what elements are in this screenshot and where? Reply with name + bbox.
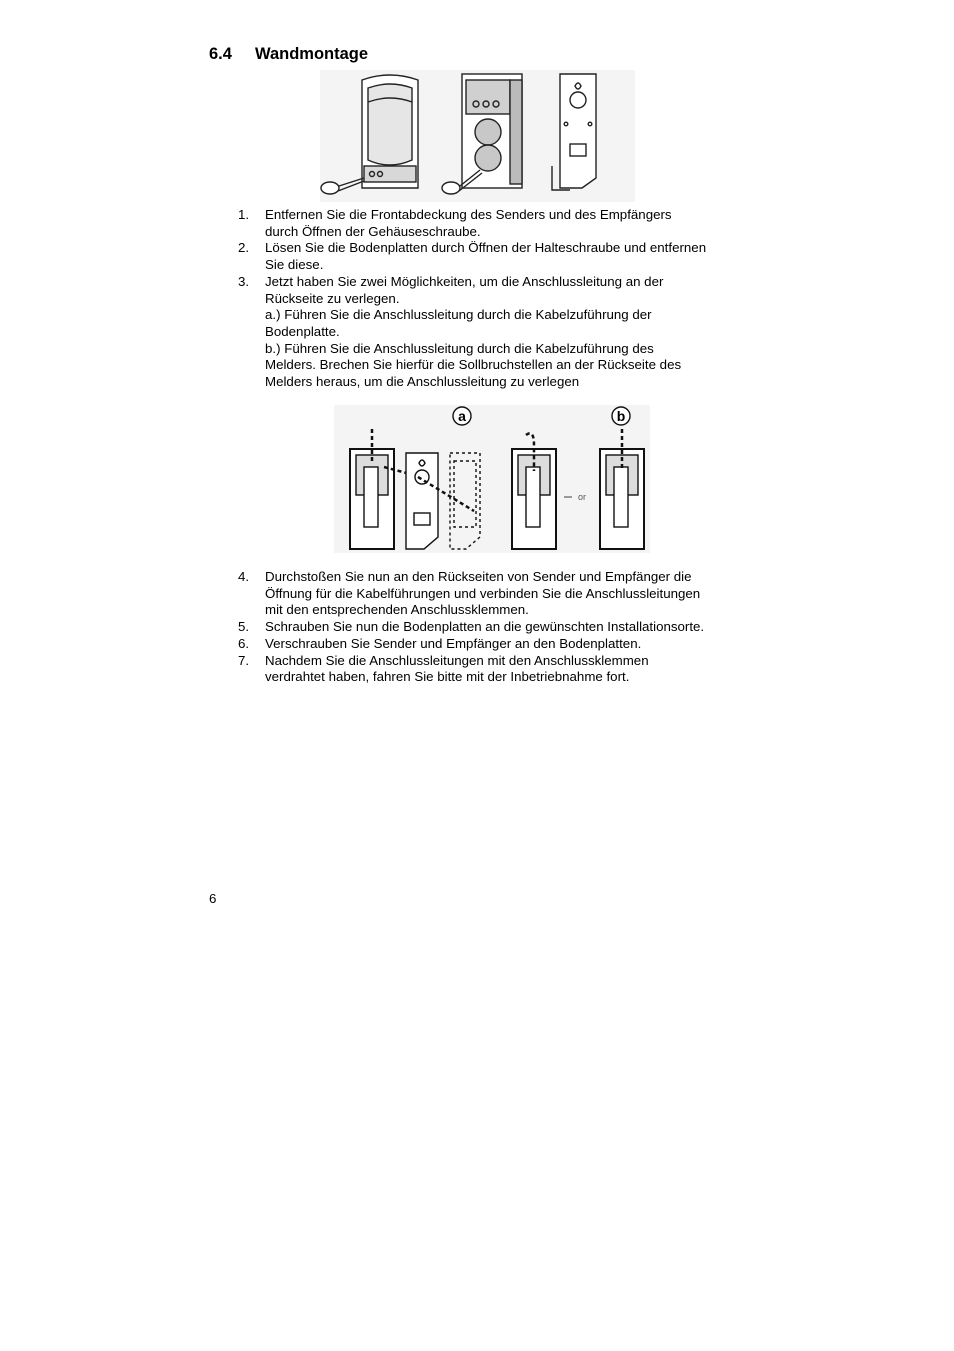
- step-text-line: b.) Führen Sie die Anschlussleitung durch die Kabelzuführung des: [265, 340, 654, 356]
- step-text-line: Verschrauben Sie Sender und Empfänger an den Bodenplatten.: [265, 635, 642, 651]
- step-text-line: Durchstoßen Sie nun an den Rückseiten von Sender und Empfänger die: [265, 569, 692, 584]
- section-number: 6.4: [209, 45, 232, 63]
- step-text-line: durch Öffnen der Gehäuseschraube.: [265, 223, 481, 239]
- list-item: [238, 207, 758, 240]
- option-b-label: b: [616, 408, 626, 424]
- step-text-line: Lösen Sie die Bodenplatten durch Öffnen der Halteschraube und entfernen: [265, 240, 707, 256]
- list-item: [238, 653, 758, 686]
- step-number: 2.: [238, 240, 250, 256]
- option-a-base-plate-drawing: [406, 453, 474, 549]
- option-b-unit-drawing: [512, 433, 556, 549]
- section-title: Wandmontage: [255, 45, 369, 63]
- list-item: [238, 274, 758, 391]
- step-text-line: a.) Führen Sie die Anschlussleitung durch die Kabelzuführung der: [265, 307, 652, 323]
- option-a-label: a: [458, 408, 466, 424]
- step-text-line: Rückseite zu verlegen.: [265, 290, 400, 306]
- step-text-line: Schrauben Sie nun die Bodenplatten an die gewünschten Installationsorte.: [265, 619, 705, 635]
- figure-housing-disassembly: [320, 70, 635, 202]
- step-number: 6.: [238, 635, 250, 651]
- mounting-steps-part1: [238, 207, 758, 391]
- list-item: [238, 636, 758, 653]
- figure-cable-routing: [334, 405, 650, 553]
- step-text-line: mit den entsprechenden Anschlussklemmen.: [265, 602, 529, 618]
- page-number: 6: [209, 891, 217, 906]
- cable-routing-illustration: [334, 405, 650, 553]
- mounting-steps-part2: [238, 569, 758, 686]
- front-cover-drawing: [362, 75, 418, 188]
- step-text-line: Melders. Brechen Sie hierfür die Sollbruchstellen an der Rückseite des: [265, 357, 682, 373]
- step-number: 4.: [238, 569, 250, 584]
- step-text-line: Melders heraus, um die Anschlussleitung zu verlegen: [265, 374, 580, 390]
- list-item: [238, 569, 758, 619]
- opened-unit-drawing: [462, 74, 522, 188]
- step-text-line: Bodenplatte.: [265, 323, 340, 339]
- step-text-line: Entfernen Sie die Frontabdeckung des Senders und des Empfängers: [265, 207, 672, 222]
- step-text-line: Nachdem Sie die Anschlussleitungen mit den Anschlussklemmen: [265, 652, 649, 668]
- section-heading: [209, 45, 368, 64]
- or-label: or: [578, 492, 587, 502]
- step-number: 3.: [238, 273, 250, 289]
- list-item: [238, 240, 758, 273]
- base-plate-drawing: [552, 74, 596, 190]
- step-text-line: Öffnung für die Kabelführungen und verbinden Sie die Anschlussleitungen: [265, 585, 701, 601]
- screwdriver-left-drawing: [321, 178, 364, 194]
- step-number: 5.: [238, 619, 250, 635]
- step-number: 7.: [238, 652, 250, 668]
- list-item: [238, 619, 758, 636]
- housing-disassembly-illustration: [320, 70, 635, 202]
- step-text-line: Sie diese.: [265, 257, 324, 273]
- step-text-line: verdrahtet haben, fahren Sie bitte mit der Inbetriebnahme fort.: [265, 669, 630, 685]
- option-a-unit-drawing: [350, 429, 414, 549]
- option-b-alt-unit-drawing: [600, 429, 644, 549]
- step-text-line: Jetzt haben Sie zwei Möglichkeiten, um die Anschlussleitung an der: [265, 273, 664, 289]
- step-number: 1.: [238, 207, 250, 222]
- option-a-dashed-plate-drawing: [450, 453, 480, 549]
